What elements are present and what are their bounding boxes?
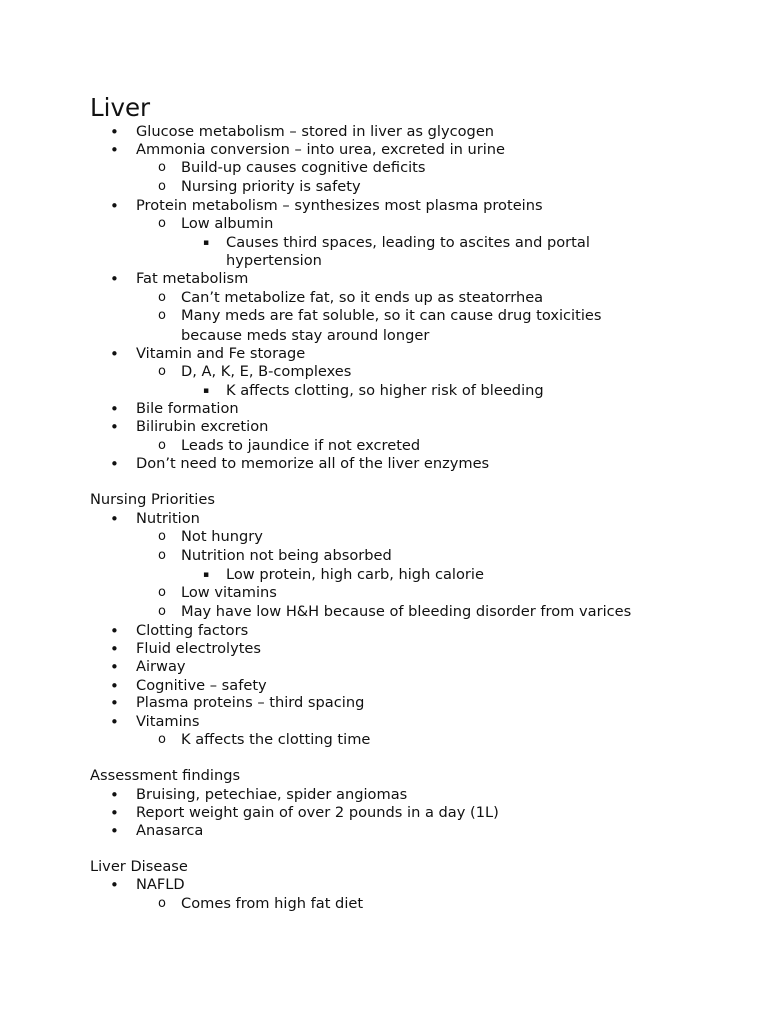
- list-item: Cognitive – safety: [136, 677, 267, 694]
- bullet-marker: •: [110, 418, 119, 436]
- liver-disease-heading: Liver Disease: [90, 858, 188, 875]
- list-item: Ammonia conversion – into urea, excreted in urine: [136, 141, 506, 158]
- bullet-marker: •: [110, 270, 119, 288]
- bullet-marker: o: [158, 438, 166, 453]
- bullet-marker: ▪: [203, 386, 210, 396]
- list-item-continuation: hypertension: [226, 252, 322, 269]
- sub-sub-list-item: K affects clotting, so higher risk of bleeding: [226, 382, 544, 399]
- sub-sub-list-item: Low protein, high carb, high calorie: [226, 566, 484, 583]
- bullet-marker: •: [110, 197, 119, 215]
- bullet-marker: •: [110, 345, 119, 363]
- bullet-marker: •: [110, 786, 119, 804]
- assessment-findings-heading: Assessment findings: [90, 767, 241, 784]
- sub-list-item: K affects the clotting time: [181, 731, 371, 748]
- sub-sub-list-item: Causes third spaces, leading to ascites and portal: [226, 234, 590, 251]
- bullet-marker: •: [110, 677, 119, 695]
- list-item: Protein metabolism – synthesizes most plasma proteins: [136, 197, 543, 214]
- list-item: Bilirubin excretion: [136, 418, 269, 435]
- sub-list-item: May have low H&H because of bleeding disorder from varices: [181, 603, 632, 620]
- bullet-marker: •: [110, 804, 119, 822]
- list-item: Nutrition: [136, 510, 200, 527]
- sub-list-item: Not hungry: [181, 528, 263, 545]
- list-item: NAFLD: [136, 876, 185, 893]
- bullet-marker: •: [110, 876, 119, 894]
- bullet-marker: o: [158, 160, 166, 175]
- sub-list-item: Nursing priority is safety: [181, 178, 361, 195]
- bullet-marker: ▪: [203, 570, 210, 580]
- list-item: Glucose metabolism – stored in liver as glycogen: [136, 123, 495, 140]
- bullet-marker: o: [158, 216, 166, 231]
- sub-list-item: Low albumin: [181, 215, 274, 232]
- sub-list-item: D, A, K, E, B-complexes: [181, 363, 352, 380]
- sub-list-item: Build-up causes cognitive deficits: [181, 159, 426, 176]
- list-item: Plasma proteins – third spacing: [136, 694, 365, 711]
- bullet-marker: o: [158, 308, 166, 323]
- list-item: Vitamin and Fe storage: [136, 345, 306, 362]
- list-item: Anasarca: [136, 822, 204, 839]
- sub-list-item: Comes from high fat diet: [181, 895, 364, 912]
- bullet-marker: •: [110, 510, 119, 528]
- bullet-marker: •: [110, 658, 119, 676]
- bullet-marker: o: [158, 364, 166, 379]
- bullet-marker: o: [158, 732, 166, 747]
- list-item: Report weight gain of over 2 pounds in a day (1L): [136, 804, 499, 821]
- bullet-marker: •: [110, 713, 119, 731]
- bullet-marker: •: [110, 123, 119, 141]
- sub-list-item: Low vitamins: [181, 584, 277, 601]
- sub-list-item: Nutrition not being absorbed: [181, 547, 392, 564]
- sub-list-item: Can’t metabolize fat, so it ends up as steatorrhea: [181, 289, 544, 306]
- list-item: Airway: [136, 658, 186, 675]
- bullet-marker: •: [110, 141, 119, 159]
- bullet-marker: o: [158, 548, 166, 563]
- list-item: Fluid electrolytes: [136, 640, 262, 657]
- bullet-marker: o: [158, 529, 166, 544]
- bullet-marker: o: [158, 290, 166, 305]
- list-item-continuation: because meds stay around longer: [181, 327, 430, 344]
- page-title: Liver: [90, 93, 151, 122]
- sub-list-item: Many meds are fat soluble, so it can cause drug toxicities: [181, 307, 602, 324]
- bullet-marker: •: [110, 455, 119, 473]
- nursing-priorities-heading: Nursing Priorities: [90, 491, 215, 508]
- bullet-marker: o: [158, 179, 166, 194]
- bullet-marker: •: [110, 640, 119, 658]
- bullet-marker: o: [158, 585, 166, 600]
- sub-list-item: Leads to jaundice if not excreted: [181, 437, 421, 454]
- list-item: Bruising, petechiae, spider angiomas: [136, 786, 408, 803]
- bullet-marker: ▪: [203, 238, 210, 248]
- list-item: Vitamins: [136, 713, 200, 730]
- bullet-marker: •: [110, 622, 119, 640]
- list-item: Clotting factors: [136, 622, 249, 639]
- list-item: Fat metabolism: [136, 270, 249, 287]
- bullet-marker: •: [110, 400, 119, 418]
- bullet-marker: •: [110, 694, 119, 712]
- bullet-marker: •: [110, 822, 119, 840]
- list-item: Bile formation: [136, 400, 239, 417]
- bullet-marker: o: [158, 604, 166, 619]
- list-item: Don’t need to memorize all of the liver enzymes: [136, 455, 490, 472]
- bullet-marker: o: [158, 896, 166, 911]
